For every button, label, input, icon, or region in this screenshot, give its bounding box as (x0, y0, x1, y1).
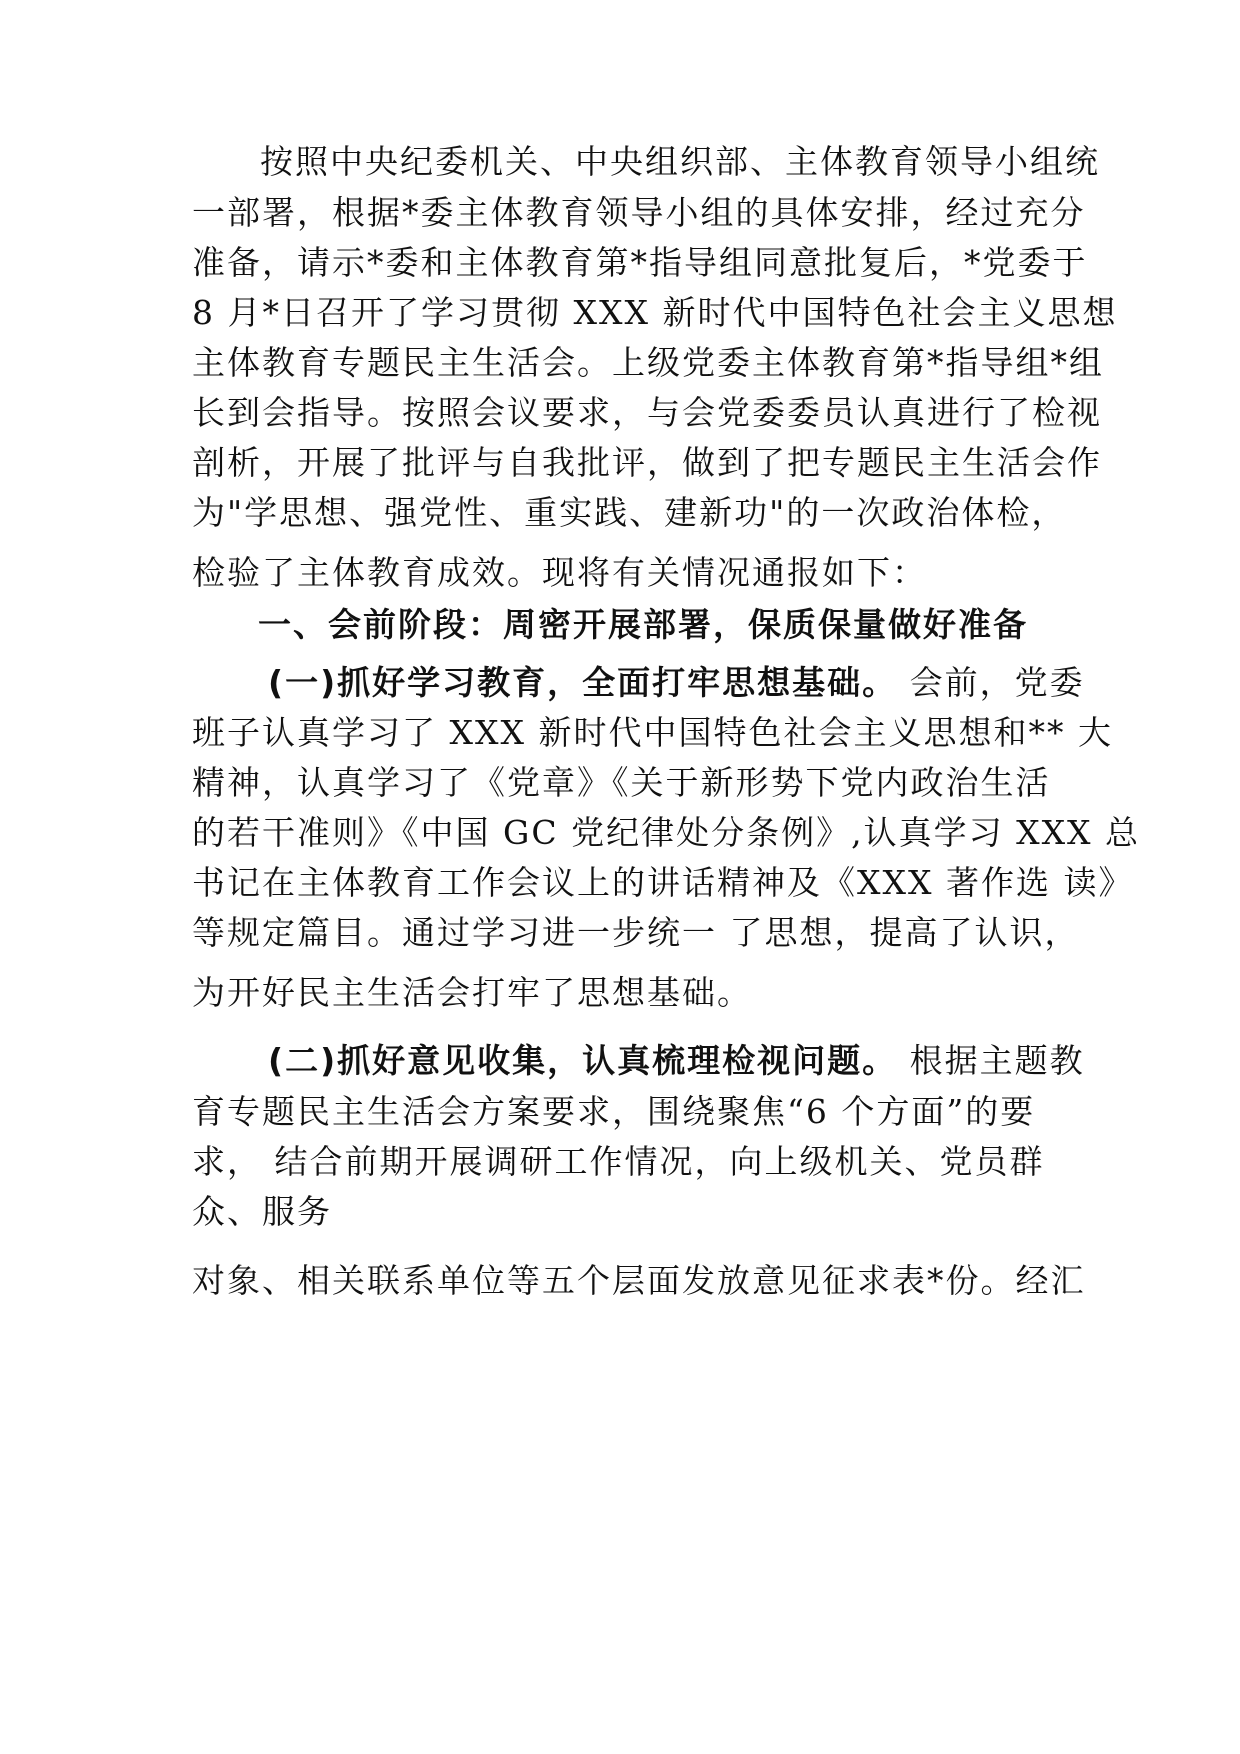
sub1-line-3: 的若干准则》《中国 GC 党纪律处分条例》,认真学习 XXX 总 (192, 813, 1141, 852)
sub1-title: (一)抓好学习教育，全面打牢思想基础。 (268, 663, 898, 702)
intro-line-2: 一部署，根据*委主体教育领导小组的具体安排，经过充分 (192, 193, 1086, 232)
intro-line-3: 准备，请示*委和主体教育第*指导组同意批复后，*党委于 (192, 243, 1088, 282)
sub1-first-line (268, 660, 1085, 706)
intro-line-4: 8 月*日召开了学习贯彻 XXX 新时代中国特色社会主义思想 (192, 293, 1118, 332)
sub2-line-4: 对象、相关联系单位等五个层面发放意见征求表*份。经汇 (192, 1261, 1086, 1300)
intro-line-8: 为"学思想、强党性、重实践、建新功"的一次政治体检， (192, 493, 1067, 532)
intro-line-9: 检验了主体教育成效。现将有关情况通报如下： (192, 553, 927, 592)
sub2-title: (二)抓好意见收集，认真梳理检视问题。 (268, 1041, 898, 1080)
intro-line-6: 长到会指导。按照会议要求，与会党委委员认真进行了检视 (192, 393, 1102, 432)
sub1-line-2: 精神，认真学习了《党章》《关于新形势下党内政治生活 (192, 763, 1051, 802)
sub2-line-2: 求， 结合前期开展调研工作情况，向上级机关、党员群 (192, 1142, 1045, 1181)
sub1-line-1: 班子认真学习了 XXX 新时代中国特色社会主义思想和** 大 (192, 713, 1113, 752)
sub1-line-6: 为开好民主生活会打牢了思想基础。 (192, 973, 752, 1012)
intro-line-1: 按照中央纪委机关、中央组织部、主体教育领导小组统 (260, 142, 1100, 181)
sub1-line-4: 书记在主体教育工作会议上的讲话精神及《XXX 著作选 读》 (192, 863, 1134, 902)
sub2-line-1: 育专题民主生活会方案要求，围绕聚焦“6 个方面”的要 (192, 1092, 1036, 1131)
section-heading: 一、会前阶段：周密开展部署，保质保量做好准备 (258, 605, 1028, 644)
sub1-line-5: 等规定篇目。通过学习进一步统一 了思想，提高了认识， (192, 913, 1080, 952)
sub2-first-line-rest: 根据主题教 (897, 1041, 1085, 1080)
sub1-first-line-rest: 会前，党委 (897, 663, 1085, 702)
intro-line-5: 主体教育专题民主生活会。上级党委主体教育第*指导组*组 (192, 343, 1104, 382)
intro-line-7: 剖析，开展了批评与自我批评，做到了把专题民主生活会作 (192, 443, 1102, 482)
sub2-line-3: 众、服务 (192, 1192, 332, 1231)
sub2-first-line (268, 1038, 1085, 1084)
